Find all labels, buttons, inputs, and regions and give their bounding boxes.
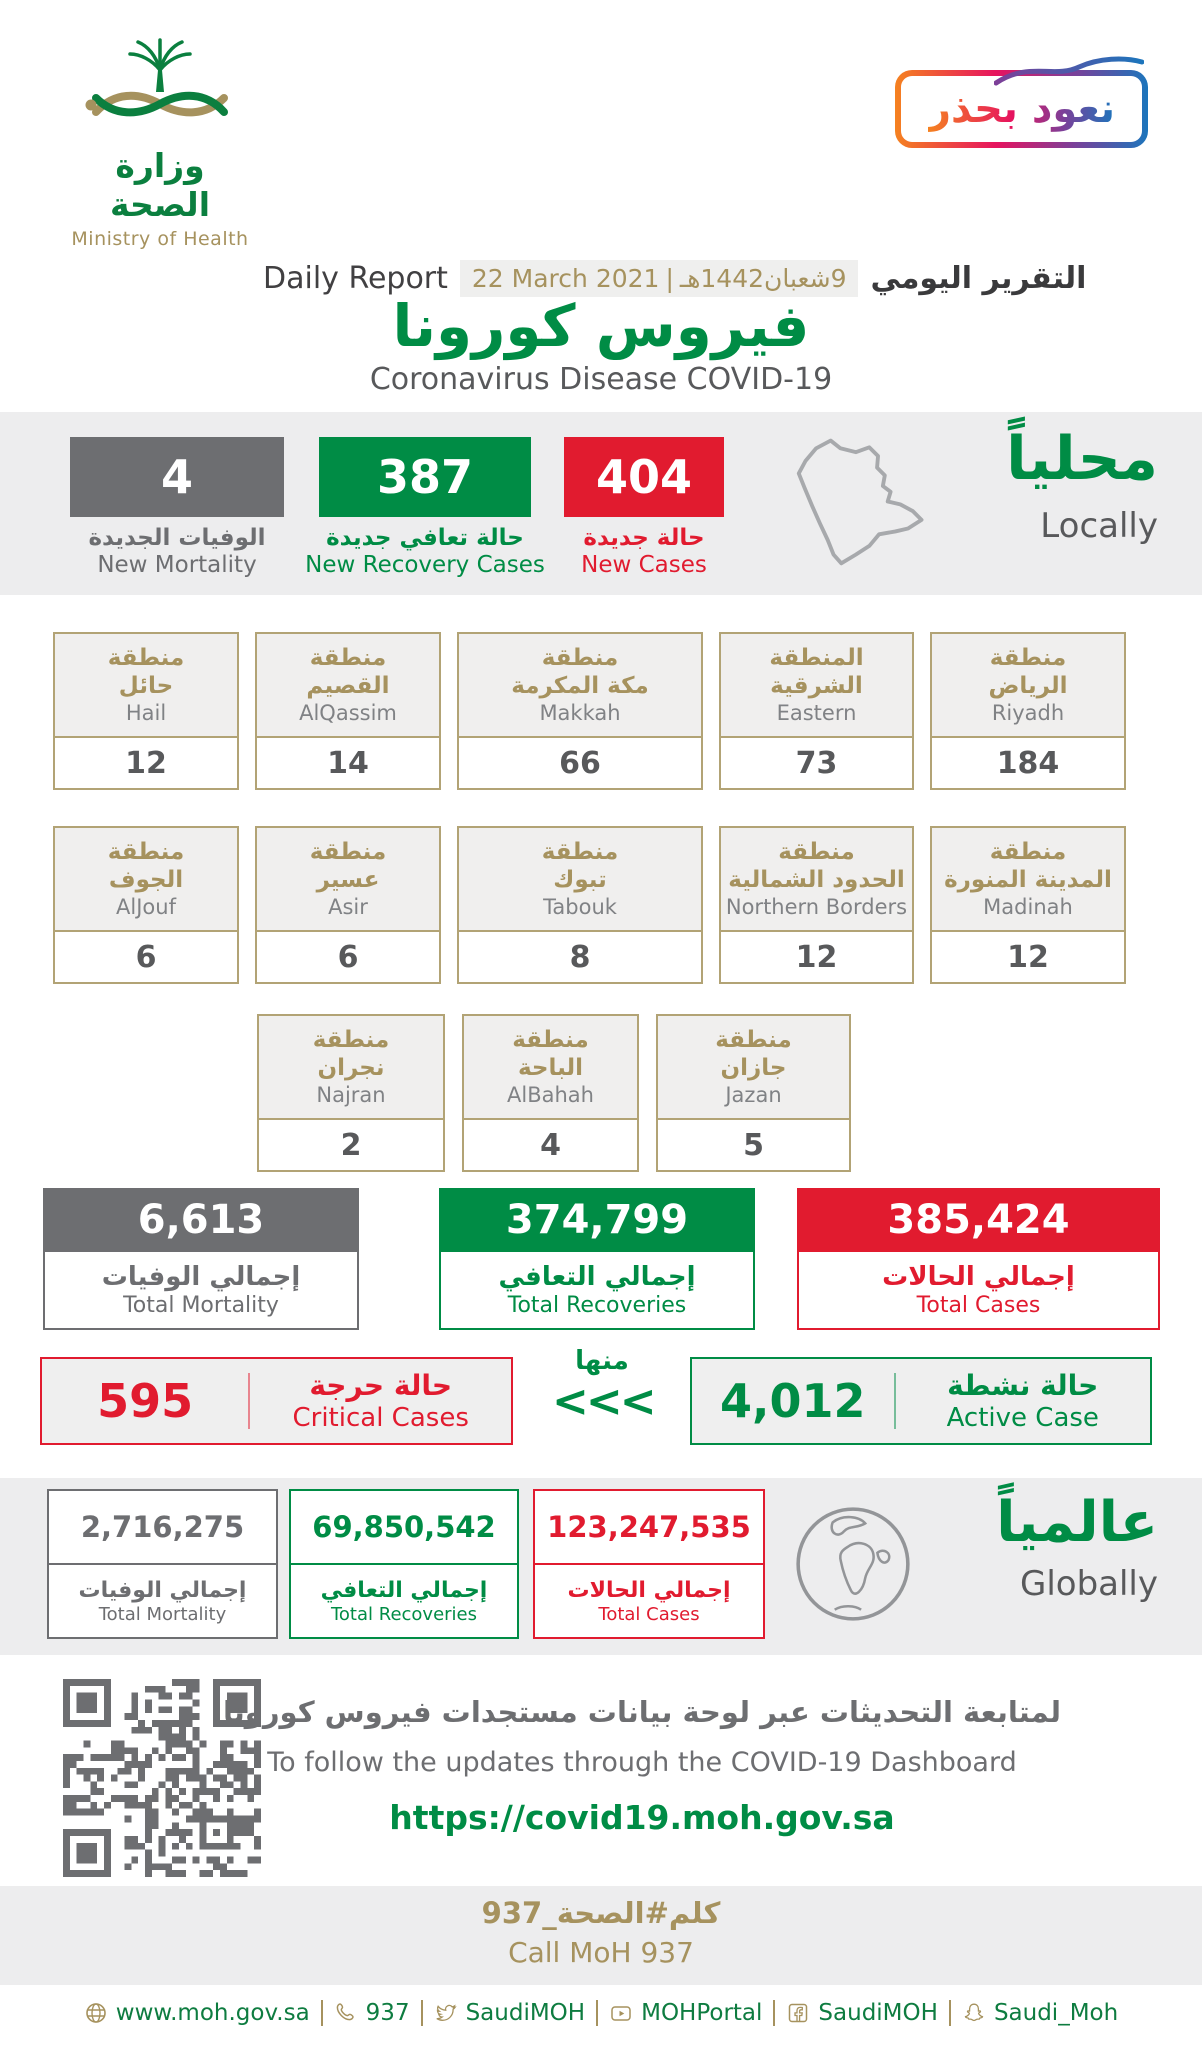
- total-value: 374,799: [439, 1188, 755, 1252]
- region-box-asir: [255, 826, 441, 984]
- stat-label-en: New Recovery Cases: [305, 552, 545, 578]
- global-label-en: Total Recoveries: [330, 1603, 478, 1625]
- dashboard-url-link[interactable]: https://covid19.moh.gov.sa: [389, 1798, 895, 1837]
- region-name-en: Tabouk: [543, 895, 617, 919]
- footer-item-text: SaudiMOH: [465, 2000, 586, 2026]
- region-name-ar-line1: منطقة: [107, 645, 185, 671]
- region-name-en: Eastern: [776, 701, 857, 725]
- globally-heading-ar: عالمياً: [996, 1490, 1158, 1555]
- globe-icon: [792, 1500, 914, 1628]
- region-new-cases-value: 66: [459, 736, 701, 788]
- region-box-header: [459, 634, 701, 736]
- global-label-en: Total Cases: [598, 1603, 700, 1625]
- region-new-cases-value: 73: [721, 736, 912, 788]
- region-box-jazan: [656, 1014, 851, 1172]
- footer-item-text: 937: [365, 2000, 410, 2026]
- region-name-en: Makkah: [539, 701, 621, 725]
- region-new-cases-value: 2: [259, 1118, 443, 1170]
- region-name-ar-line2: جازان: [720, 1055, 787, 1081]
- total-card: [797, 1188, 1160, 1330]
- footer-item-saudi-moh[interactable]: [962, 2000, 1118, 2026]
- region-new-cases-value: 6: [257, 930, 439, 982]
- critical-label-en: Critical Cases: [292, 1403, 469, 1433]
- global-label-ar: إجمالي الوفيات: [78, 1577, 247, 1603]
- stat-label-ar: حالة جديدة: [583, 525, 705, 551]
- global-total-card: [289, 1489, 519, 1639]
- call-moh-en: Call MoH 937: [508, 1936, 694, 1969]
- region-name-en: Madinah: [983, 895, 1073, 919]
- region-name-ar-line2: تبوك: [553, 867, 607, 893]
- region-box-header: [257, 634, 439, 736]
- region-name-ar-line1: منطقة: [989, 839, 1067, 865]
- footer-item-saudimoh[interactable]: [786, 2000, 938, 2026]
- region-name-ar-line2: الجوف: [108, 867, 184, 893]
- region-box-madinah: [930, 826, 1126, 984]
- footer-item-text: Saudi_Moh: [993, 2000, 1119, 2026]
- region-name-ar-line2: عسير: [316, 867, 380, 893]
- region-box-najran: [257, 1014, 445, 1172]
- of-which-label: منها: [575, 1346, 629, 1376]
- global-label-en: Total Mortality: [98, 1603, 227, 1625]
- region-box-header: [259, 1016, 443, 1118]
- total-label-ar: إجمالي الوفيات: [101, 1261, 301, 1292]
- dashboard-note-ar: لمتابعة التحديثات عبر لوحة بيانات مستجدات فيروس كورونا: [223, 1695, 1061, 1729]
- region-new-cases-value: 5: [658, 1118, 849, 1170]
- region-new-cases-value: 4: [464, 1118, 637, 1170]
- region-new-cases-value: 12: [55, 736, 237, 788]
- global-total-card: [533, 1489, 765, 1639]
- region-name-ar-line1: منطقة: [541, 645, 619, 671]
- region-name-en: Jazan: [725, 1083, 782, 1107]
- region-name-ar-line1: منطقة: [541, 839, 619, 865]
- global-total-value: 123,247,535: [535, 1491, 763, 1565]
- footer-separator: [949, 2000, 951, 2026]
- footer-item-mohportal[interactable]: [609, 2000, 762, 2026]
- new-stat-value-box: 404: [564, 437, 724, 517]
- region-new-cases-value: 6: [55, 930, 237, 982]
- region-box-header: [459, 828, 701, 930]
- region-box-header: [658, 1016, 849, 1118]
- total-card: [43, 1188, 359, 1330]
- footer-separator: [596, 2000, 598, 2026]
- region-name-ar-line1: منطقة: [989, 645, 1067, 671]
- total-label-en: Total Cases: [916, 1292, 1041, 1318]
- return-with-caution-badge: [895, 70, 1148, 148]
- region-name-ar-line2: الرياض: [988, 673, 1068, 699]
- report-date-hijri: 9شعبان1442هـ: [679, 264, 847, 293]
- region-box-header: [257, 828, 439, 930]
- active-cases-label: [896, 1369, 1150, 1433]
- footer-item-saudimoh[interactable]: [434, 2000, 586, 2026]
- region-name-en: AlBahah: [507, 1083, 594, 1107]
- contact-footer: [0, 2000, 1202, 2026]
- region-name-ar-line2: حائل: [118, 673, 174, 699]
- new-stat-value-box: 4: [70, 437, 284, 517]
- twitter-icon: [434, 2001, 458, 2025]
- region-name-ar-line2: القصيم: [306, 673, 390, 699]
- total-card: [439, 1188, 755, 1330]
- region-box-header: [932, 828, 1124, 930]
- region-name-en: Riyadh: [991, 701, 1065, 725]
- divider: [248, 1373, 250, 1429]
- active-label-en: Active Case: [946, 1403, 1099, 1433]
- footer-item-937[interactable]: [334, 2000, 410, 2026]
- critical-cases-label: [250, 1369, 511, 1433]
- region-box-header: [55, 634, 237, 736]
- active-cases-value: 4,012: [720, 1374, 866, 1428]
- badge-label: نعود بحذر: [927, 86, 1116, 132]
- region-row-3: [257, 1014, 851, 1172]
- region-name-ar-line1: منطقة: [312, 1027, 390, 1053]
- logo-arabic-name: وزارة الصحة: [109, 146, 210, 224]
- footer-separator: [321, 2000, 323, 2026]
- stat-label-ar: حالة تعافي جديدة: [326, 525, 524, 551]
- global-total-label: [535, 1565, 763, 1637]
- region-box-aljouf: [53, 826, 239, 984]
- region-box-header: [721, 634, 912, 736]
- region-new-cases-value: 8: [459, 930, 701, 982]
- stat-label-ar: الوفيات الجديدة: [88, 525, 266, 551]
- snapchat-icon: [962, 2001, 986, 2025]
- region-name-ar-line2: نجران: [317, 1055, 385, 1081]
- region-name-ar-line1: منطقة: [107, 839, 185, 865]
- page-title-english: Coronavirus Disease COVID-19: [369, 362, 833, 397]
- moh-logo-icon: [80, 36, 240, 140]
- region-name-ar-line2: الباحة: [517, 1055, 584, 1081]
- critical-cases-value: 595: [97, 1374, 194, 1428]
- report-date-gregorian: 22 March 2021: [471, 264, 660, 293]
- region-name-ar-line2: الشرقية: [770, 673, 863, 699]
- region-box-header: [932, 634, 1124, 736]
- new-stat-label: [42, 524, 312, 579]
- footer-item-www-moh-gov-sa[interactable]: [84, 2000, 310, 2026]
- global-label-ar: إجمالي الحالات: [567, 1577, 731, 1603]
- call-moh-ar: كلم#الصحة_937: [481, 1896, 721, 1930]
- region-name-ar-line1: منطقة: [512, 1027, 589, 1053]
- region-new-cases-value: 14: [257, 736, 439, 788]
- chevrons-left-icon: <<<: [552, 1376, 654, 1427]
- region-box-northern-borders: [719, 826, 914, 984]
- footer-separator: [773, 2000, 775, 2026]
- logo-english-name: Ministry of Health: [71, 228, 249, 250]
- region-name-ar-line1: المنطقة: [769, 645, 864, 671]
- region-name-ar-line2: المدينة المنورة: [944, 867, 1112, 893]
- region-name-en: Northern Borders: [725, 895, 908, 919]
- new-stat-label: [509, 524, 779, 579]
- active-cases-box: [690, 1357, 1152, 1445]
- locally-heading-en: Locally: [1040, 506, 1158, 546]
- critical-label-ar: حالة حرجة: [309, 1369, 453, 1402]
- dashboard-note-en: To follow the updates through the COVID-19 Dashboard: [267, 1747, 1017, 1778]
- region-box-tabouk: [457, 826, 703, 984]
- total-label-en: Total Recoveries: [507, 1292, 687, 1318]
- globally-heading-en: Globally: [1019, 1564, 1158, 1604]
- facebook-icon: [786, 2001, 810, 2025]
- region-name-en: Najran: [316, 1083, 386, 1107]
- region-row-2: [53, 826, 1126, 984]
- total-label: [439, 1252, 755, 1330]
- saudi-map-icon: [782, 428, 947, 573]
- badge-swoosh-icon: [994, 53, 1144, 87]
- region-box-albahah: [462, 1014, 639, 1172]
- page-title-arabic: فيروس كورونا: [392, 292, 810, 360]
- daily-report-label-ar: التقرير اليومي: [870, 261, 1087, 296]
- report-date-separator: |: [665, 264, 674, 293]
- total-label-ar: إجمالي الحالات: [882, 1261, 1075, 1292]
- total-label-en: Total Mortality: [123, 1292, 279, 1318]
- region-name-ar-line1: منطقة: [778, 839, 855, 865]
- stat-label-en: New Mortality: [97, 552, 257, 578]
- daily-report-label-en: Daily Report: [263, 261, 448, 296]
- stat-label-en: New Cases: [581, 552, 707, 578]
- region-box-eastern: [719, 632, 914, 790]
- locally-heading-ar: محلياً: [1006, 424, 1158, 494]
- global-total-value: 2,716,275: [49, 1491, 276, 1565]
- region-row-1: [53, 632, 1126, 790]
- phone-icon: [334, 2001, 358, 2025]
- global-total-card: [47, 1489, 278, 1639]
- global-total-value: 69,850,542: [291, 1491, 517, 1565]
- active-label-ar: حالة نشطة: [947, 1369, 1099, 1402]
- footer-item-text: www.moh.gov.sa: [115, 2000, 310, 2026]
- new-stat-value-box: 387: [319, 437, 531, 517]
- region-new-cases-value: 184: [932, 736, 1124, 788]
- total-value: 6,613: [43, 1188, 359, 1252]
- region-box-alqassim: [255, 632, 441, 790]
- global-total-label: [49, 1565, 276, 1637]
- region-name-ar-line1: منطقة: [309, 645, 387, 671]
- total-value: 385,424: [797, 1188, 1160, 1252]
- region-name-en: AlQassim: [299, 701, 397, 725]
- footer-item-text: MOHPortal: [641, 2000, 763, 2026]
- region-name-ar-line2: الحدود الشمالية: [728, 867, 905, 893]
- footer-separator: [421, 2000, 423, 2026]
- region-new-cases-value: 12: [932, 930, 1124, 982]
- global-total-label: [291, 1565, 517, 1637]
- footer-item-text: SaudiMOH: [818, 2000, 938, 2026]
- globally-heading: [996, 1492, 1158, 1604]
- critical-cases-box: [40, 1357, 513, 1445]
- region-box-header: [721, 828, 912, 930]
- total-label: [797, 1252, 1160, 1330]
- divider: [894, 1373, 896, 1429]
- region-box-header: [55, 828, 237, 930]
- region-name-en: Hail: [125, 701, 167, 725]
- region-name-en: AlJouf: [116, 895, 176, 919]
- region-name-en: Asir: [328, 895, 368, 919]
- moh-logo: [62, 36, 258, 250]
- region-box-riyadh: [930, 632, 1126, 790]
- global-label-ar: إجمالي التعافي: [320, 1577, 488, 1603]
- region-name-ar-line1: منطقة: [715, 1027, 792, 1053]
- region-box-header: [464, 1016, 637, 1118]
- region-box-makkah: [457, 632, 703, 790]
- locally-heading: [1006, 426, 1158, 546]
- region-name-ar-line1: منطقة: [309, 839, 387, 865]
- region-box-hail: [53, 632, 239, 790]
- region-name-ar-line2: مكة المكرمة: [511, 673, 649, 699]
- globe-icon: [84, 2001, 108, 2025]
- region-new-cases-value: 12: [721, 930, 912, 982]
- total-label-ar: إجمالي التعافي: [498, 1261, 696, 1292]
- youtube-icon: [609, 2001, 633, 2025]
- total-label: [43, 1252, 359, 1330]
